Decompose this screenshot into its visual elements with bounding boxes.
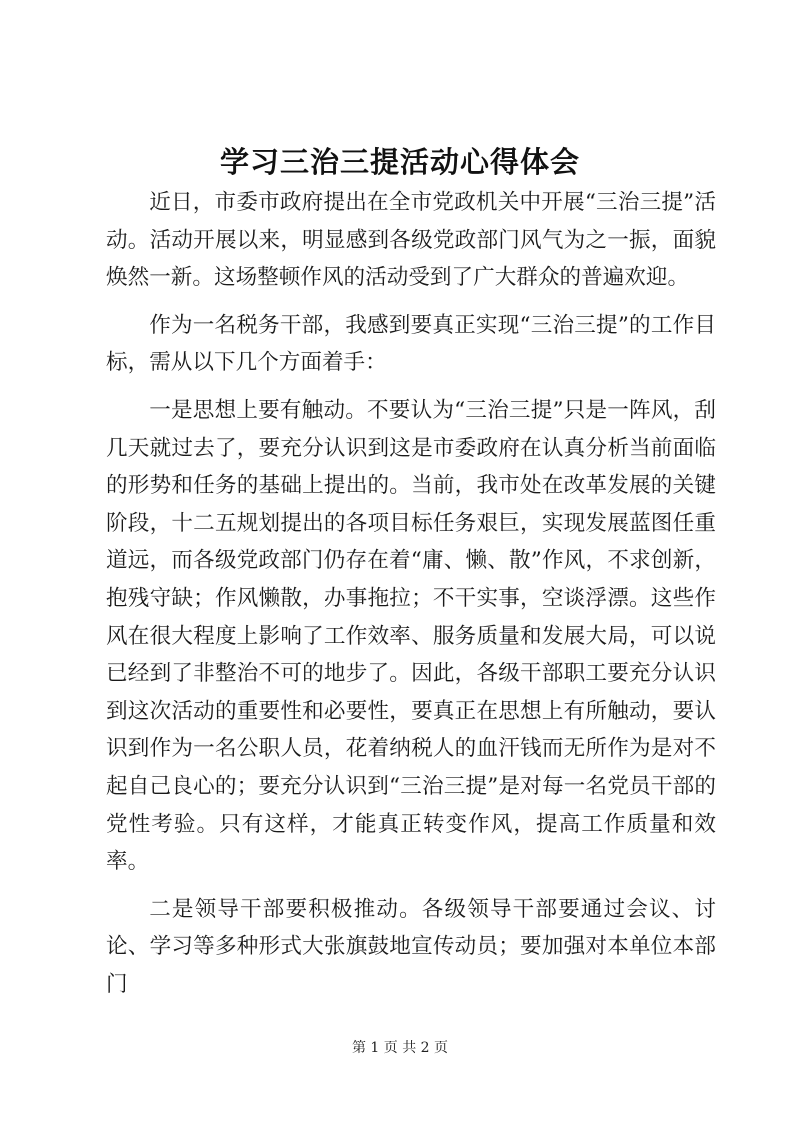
paragraph-intro: 近日，市委市政府提出在全市党政机关中开展“三治三提”活动。活动开展以来，明显感到各级党政部门风气为之一振，面貌焕然一新。这场整顿作风的活动受到了广大群众的普遍欢迎。: [106, 190, 716, 291]
paragraph-aspects: 作为一名税务干部，我感到要真正实现“三治三提”的工作目标，需从以下几个方面着手：: [106, 312, 716, 376]
page-footer: 第 1 页 共 2 页: [351, 1040, 449, 1056]
paragraph-point-two: 二是领导干部要积极推动。各级领导干部要通过会议、讨论、学习等多种形式大张旗鼓地宣传动员；要加强对本单位本部门: [106, 896, 716, 997]
document-body: [106, 184, 716, 1013]
paragraph-point-one: 一是思想上要有触动。不要认为“三治三提”只是一阵风，刮几天就过去了，要充分认识到这是市委政府在认真分析当前面临的形势和任务的基础上提出的。当前，我市处在改革发展的关键阶段，十二五规划提出的各项目标任务艰巨，实现发展蓝图任重道远，而各级党政部门仍存在着“庸、懒、散”作风，不求创新，抱残守缺；作风懒散，办事拖拉；不干实事，空谈浮漂。这些作风在很大程度上影响了工作效率、服务质量和发展大局，可以说已经到了非整治不可的地步了。因此，各级干部职工要充分认识到这次活动的重要性和必要性，要真正在思想上有所触动，要认识到作为一名公职人员，花着纳税人的血汗钱而无所作为是对不起自己良心的；要充分认识到“三治三提”是对每一名党员干部的党性考验。只有这样，才能真正转变作风，提高工作质量和效率。: [106, 397, 716, 875]
document-title: 学习三治三提活动心得体会: [219, 145, 580, 179]
